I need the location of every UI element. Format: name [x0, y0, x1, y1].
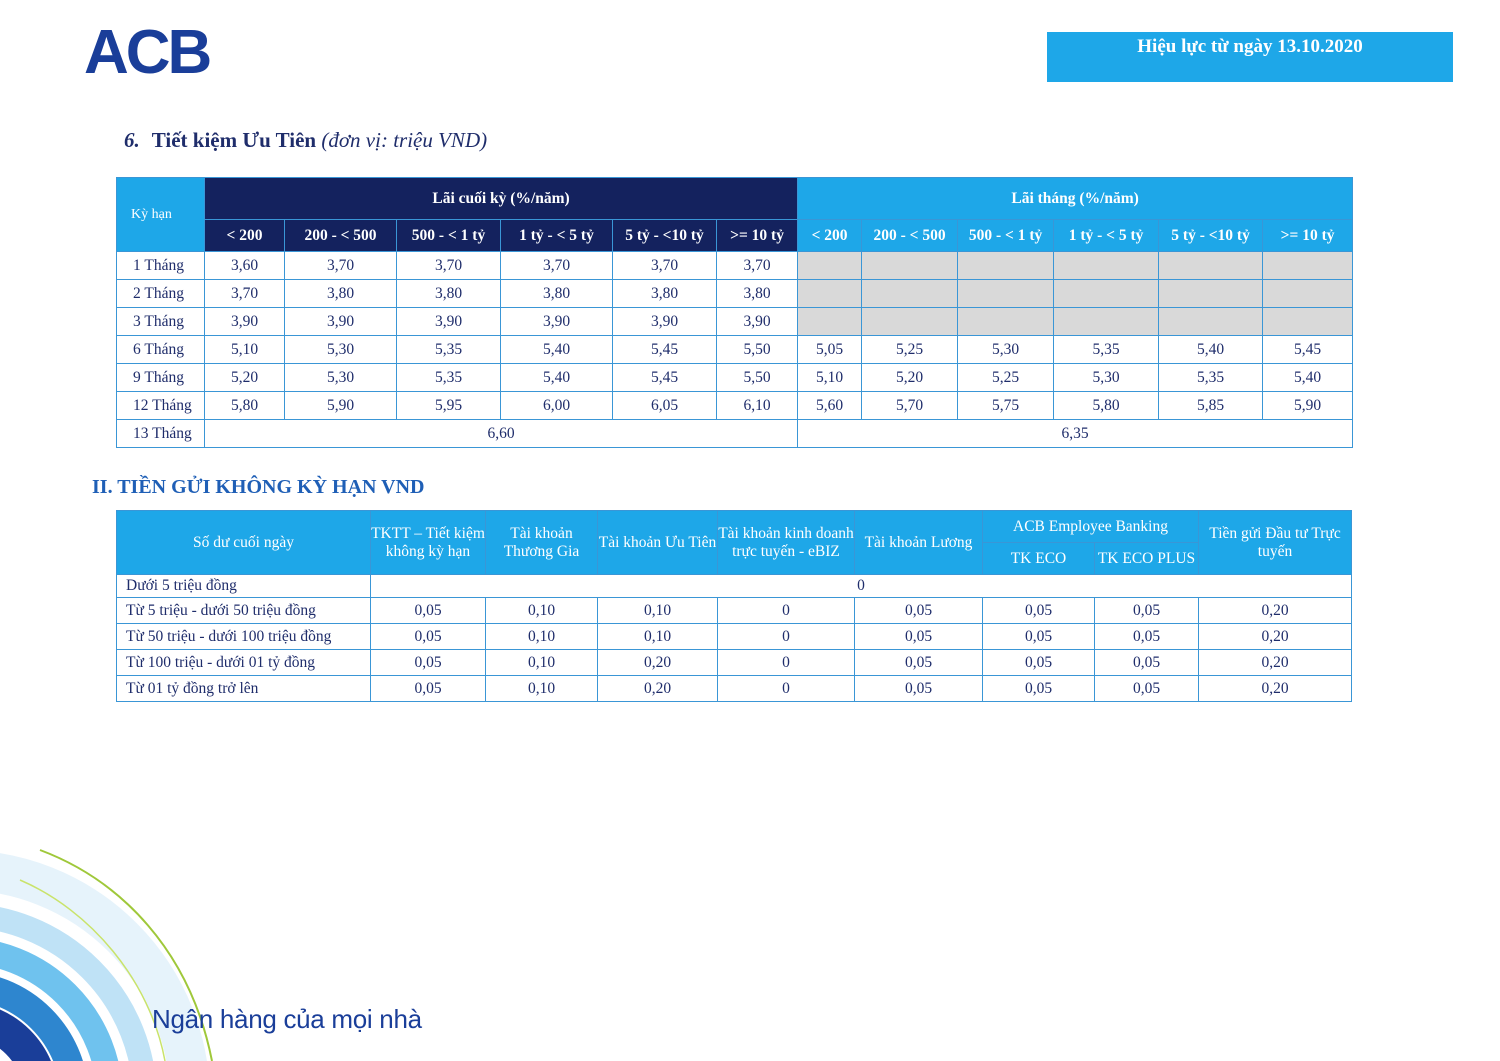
- rate-cell: 0,05: [983, 650, 1095, 676]
- table-row: [117, 420, 1353, 448]
- empty-cell: [862, 252, 958, 280]
- table-row: [117, 336, 1353, 364]
- priority-savings-table: [116, 177, 1353, 448]
- term-cell: 3 Tháng: [117, 308, 205, 336]
- rate-cell: 3,80: [613, 280, 717, 308]
- rate-cell: 5,30: [285, 336, 397, 364]
- end-tier-header: >= 10 tỷ: [717, 220, 798, 252]
- rate-cell: 5,60: [798, 392, 862, 420]
- online-deposit-header: Tiền gửi Đầu tư Trực tuyến: [1199, 511, 1352, 575]
- thuong-gia-header: Tài khoản Thương Gia: [486, 511, 598, 575]
- end-tier-header: < 200: [205, 220, 285, 252]
- end-tier-header: 1 tỷ - < 5 tỷ: [501, 220, 613, 252]
- table-row: [117, 364, 1353, 392]
- rate-cell: 0,10: [486, 598, 598, 624]
- tktt-header: TKTT – Tiết kiệm không kỳ hạn: [371, 511, 486, 575]
- rate-cell: 3,80: [717, 280, 798, 308]
- empty-cell: [798, 252, 862, 280]
- term-cell: 12 Tháng: [117, 392, 205, 420]
- empty-cell: [958, 308, 1054, 336]
- term-header: Kỳ hạn: [117, 178, 205, 252]
- rate-cell: 5,90: [285, 392, 397, 420]
- row-label: Từ 50 triệu - dưới 100 triệu đồng: [117, 624, 371, 650]
- rate-cell: 0,20: [1199, 624, 1352, 650]
- rate-cell: 6,00: [501, 392, 613, 420]
- rate-cell: 3,90: [717, 308, 798, 336]
- rate-cell: 6,60: [205, 420, 798, 448]
- rate-cell: 5,10: [798, 364, 862, 392]
- empty-cell: [1263, 308, 1353, 336]
- rate-cell: 3,70: [205, 280, 285, 308]
- empty-cell: [958, 252, 1054, 280]
- empty-cell: [1054, 280, 1159, 308]
- month-tier-header: 1 tỷ - < 5 tỷ: [1054, 220, 1159, 252]
- table-row: [117, 624, 1352, 650]
- empty-cell: [798, 308, 862, 336]
- rate-cell: 3,80: [397, 280, 501, 308]
- rate-cell: 3,80: [501, 280, 613, 308]
- rate-cell: 5,85: [1159, 392, 1263, 420]
- rate-cell: 5,35: [1159, 364, 1263, 392]
- acb-logo: ACB: [84, 18, 210, 87]
- rate-cell: 5,40: [501, 364, 613, 392]
- table-row: [117, 392, 1353, 420]
- employee-banking-header: ACB Employee Banking: [983, 511, 1199, 543]
- rate-cell: 0,10: [598, 598, 718, 624]
- rate-cell: 0: [718, 598, 855, 624]
- rate-cell: 5,05: [798, 336, 862, 364]
- term-cell: 1 Tháng: [117, 252, 205, 280]
- section-6-heading: Tiết kiệm Ưu Tiên: [151, 128, 317, 152]
- rate-cell: 5,40: [1159, 336, 1263, 364]
- month-tier-header: 200 - < 500: [862, 220, 958, 252]
- rate-cell: 3,90: [205, 308, 285, 336]
- rate-cell: 6,10: [717, 392, 798, 420]
- empty-cell: [1159, 252, 1263, 280]
- rate-cell: 5,30: [285, 364, 397, 392]
- rate-cell: 5,30: [1054, 364, 1159, 392]
- luong-header: Tài khoản Lương: [855, 511, 983, 575]
- rate-cell: 0,05: [371, 676, 486, 702]
- rate-cell: 0,20: [1199, 676, 1352, 702]
- term-cell: 13 Tháng: [117, 420, 205, 448]
- rate-cell: 0,20: [1199, 650, 1352, 676]
- rate-cell: 5,25: [862, 336, 958, 364]
- effective-date-banner: Hiệu lực từ ngày 13.10.2020: [1047, 32, 1453, 82]
- rate-cell: 0,05: [855, 624, 983, 650]
- table-row: [117, 575, 1352, 598]
- tk-eco-plus-header: TK ECO PLUS: [1095, 543, 1199, 575]
- rate-cell: 3,70: [613, 252, 717, 280]
- rate-cell: 5,40: [501, 336, 613, 364]
- rate-cell: 3,70: [285, 252, 397, 280]
- rate-cell: 0,10: [486, 650, 598, 676]
- rate-cell: 0,20: [1199, 598, 1352, 624]
- rate-cell: 0,05: [855, 676, 983, 702]
- rate-cell: 3,90: [285, 308, 397, 336]
- table-row: [117, 308, 1353, 336]
- rate-cell: 3,90: [397, 308, 501, 336]
- empty-cell: [798, 280, 862, 308]
- rate-cell: 0,10: [598, 624, 718, 650]
- rate-cell: 5,30: [958, 336, 1054, 364]
- demand-deposit-table: [116, 510, 1352, 702]
- rate-cell: 0,20: [598, 650, 718, 676]
- rate-cell: 5,35: [397, 364, 501, 392]
- rate-cell: 3,90: [613, 308, 717, 336]
- rate-cell: 0,05: [855, 598, 983, 624]
- row-label: Từ 01 tỷ đồng trở lên: [117, 676, 371, 702]
- rate-cell: 5,40: [1263, 364, 1353, 392]
- end-tier-header: 5 tỷ - <10 tỷ: [613, 220, 717, 252]
- ebiz-header: Tài khoản kinh doanh trực tuyến - eBIZ: [718, 511, 855, 575]
- table-row: [117, 252, 1353, 280]
- term-cell: 2 Tháng: [117, 280, 205, 308]
- rate-cell: 0,05: [371, 650, 486, 676]
- empty-cell: [862, 308, 958, 336]
- empty-cell: [1263, 252, 1353, 280]
- rate-cell: 0,05: [855, 650, 983, 676]
- term-cell: 9 Tháng: [117, 364, 205, 392]
- rate-cell: 5,80: [1054, 392, 1159, 420]
- slogan: Ngân hàng của mọi nhà: [152, 1004, 422, 1034]
- rate-cell: 5,50: [717, 336, 798, 364]
- rate-cell: 0,05: [1095, 650, 1199, 676]
- empty-cell: [958, 280, 1054, 308]
- rate-cell: 5,35: [1054, 336, 1159, 364]
- month-tier-header: >= 10 tỷ: [1263, 220, 1353, 252]
- rate-cell: 5,20: [205, 364, 285, 392]
- section-6-title: [124, 128, 487, 153]
- rate-cell: 0,10: [486, 676, 598, 702]
- rate-cell: 0,05: [371, 598, 486, 624]
- rate-cell: 0: [718, 624, 855, 650]
- empty-cell: [1263, 280, 1353, 308]
- tier-header-row: [117, 220, 1353, 252]
- rate-cell: 5,45: [1263, 336, 1353, 364]
- term-cell: 6 Tháng: [117, 336, 205, 364]
- rate-cell: 5,35: [397, 336, 501, 364]
- rate-cell: 0: [371, 575, 1352, 598]
- rate-cell: 5,75: [958, 392, 1054, 420]
- end-of-term-group-header: Lãi cuối kỳ (%/năm): [205, 178, 798, 220]
- month-tier-header: < 200: [798, 220, 862, 252]
- balance-header: Số dư cuối ngày: [117, 511, 371, 575]
- rate-cell: 0,10: [486, 624, 598, 650]
- table-row: [117, 650, 1352, 676]
- tk-eco-header: TK ECO: [983, 543, 1095, 575]
- end-tier-header: 500 - < 1 tỷ: [397, 220, 501, 252]
- rate-cell: 5,25: [958, 364, 1054, 392]
- rate-cell: 3,70: [397, 252, 501, 280]
- rate-cell: 0,05: [983, 598, 1095, 624]
- rate-cell: 3,60: [205, 252, 285, 280]
- rate-cell: 0,05: [983, 676, 1095, 702]
- rate-cell: 0,20: [598, 676, 718, 702]
- rate-cell: 0,05: [1095, 676, 1199, 702]
- demand-deposit-body: [117, 575, 1352, 702]
- rate-cell: 0,05: [1095, 598, 1199, 624]
- rate-cell: 0,05: [371, 624, 486, 650]
- rate-cell: 5,10: [205, 336, 285, 364]
- rate-cell: 5,80: [205, 392, 285, 420]
- rate-cell: 5,45: [613, 364, 717, 392]
- rate-cell: 3,90: [501, 308, 613, 336]
- rate-cell: 6,05: [613, 392, 717, 420]
- rate-cell: 0: [718, 676, 855, 702]
- month-tier-header: 5 tỷ - <10 tỷ: [1159, 220, 1263, 252]
- section-6-number: 6.: [124, 128, 140, 152]
- rate-cell: 0: [718, 650, 855, 676]
- rate-cell: 5,50: [717, 364, 798, 392]
- rate-cell: 5,20: [862, 364, 958, 392]
- section-6-unit: (đơn vị: triệu VND): [321, 128, 488, 152]
- empty-cell: [862, 280, 958, 308]
- row-label: Từ 5 triệu - dưới 50 triệu đồng: [117, 598, 371, 624]
- uu-tien-header: Tài khoản Ưu Tiên: [598, 511, 718, 575]
- empty-cell: [1159, 308, 1263, 336]
- rate-cell: 5,95: [397, 392, 501, 420]
- empty-cell: [1159, 280, 1263, 308]
- rate-cell: 3,70: [717, 252, 798, 280]
- row-label: Dưới 5 triệu đồng: [117, 575, 371, 598]
- row-label: Từ 100 triệu - dưới 01 tỷ đồng: [117, 650, 371, 676]
- priority-savings-body: [117, 252, 1353, 448]
- end-tier-header: 200 - < 500: [285, 220, 397, 252]
- month-tier-header: 500 - < 1 tỷ: [958, 220, 1054, 252]
- rate-cell: 0,05: [983, 624, 1095, 650]
- rate-cell: 3,80: [285, 280, 397, 308]
- empty-cell: [1054, 308, 1159, 336]
- rate-cell: 3,70: [501, 252, 613, 280]
- rate-cell: 5,45: [613, 336, 717, 364]
- rate-cell: 5,70: [862, 392, 958, 420]
- table-row: [117, 598, 1352, 624]
- rate-cell: 0,05: [1095, 624, 1199, 650]
- table-row: [117, 676, 1352, 702]
- section-ii-title: II. TIỀN GỬI KHÔNG KỲ HẠN VND: [92, 476, 425, 498]
- table-row: [117, 280, 1353, 308]
- monthly-group-header: Lãi tháng (%/năm): [798, 178, 1353, 220]
- empty-cell: [1054, 252, 1159, 280]
- rate-cell: 5,90: [1263, 392, 1353, 420]
- rate-cell: 6,35: [798, 420, 1353, 448]
